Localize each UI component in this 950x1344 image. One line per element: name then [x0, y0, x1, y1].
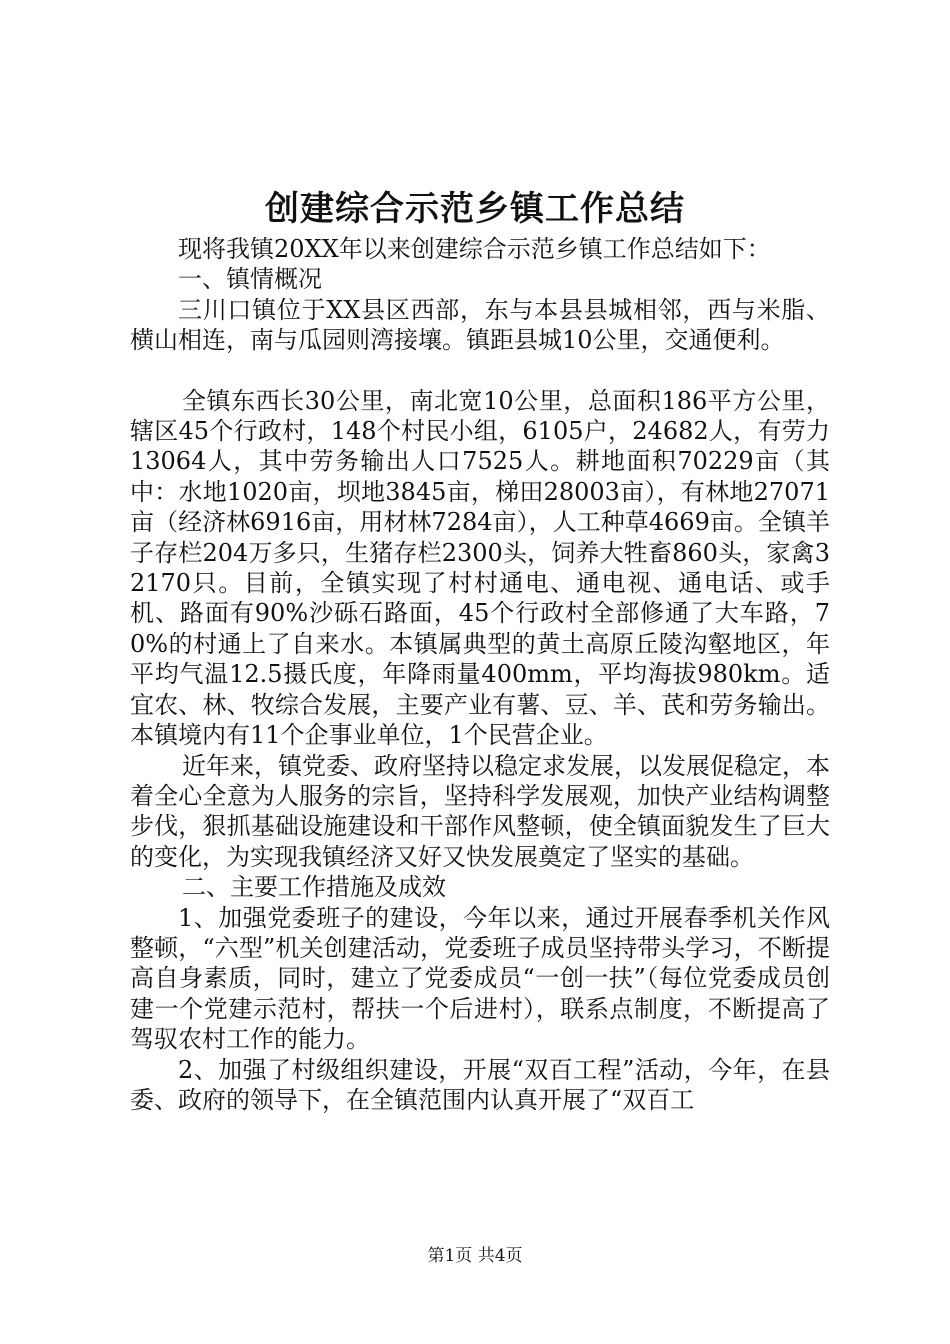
intro-paragraph: 现将我镇20XX年以来创建综合示范乡镇工作总结如下：	[178, 235, 771, 263]
paragraph-measure-1: 1、加强党委班子的建设，今年以来，通过开展春季机关作风整顿，“六型”机关创建活动，党委班子成员坚持带头学习，不断提高自身素质，同时，建立了党委成员“一创一扶”（每位党委成员创建一个党建示范村，帮扶一个后进村），联系点制度，不断提高了驾驭农村工作的能力。	[130, 903, 830, 1054]
document-body	[130, 234, 830, 1115]
paragraph-location: 三川口镇位于XX县区西部，东与本县县城相邻，西与米脂、横山相连，南与瓜园则湾接壤。镇距县城10公里，交通便利。	[130, 295, 830, 355]
section-heading-overview: 一、镇情概况	[178, 265, 322, 294]
paragraph-spacer	[130, 356, 830, 386]
document-title: 创建综合示范乡镇工作总结	[265, 189, 685, 229]
paragraph-statistics: 全镇东西长30公里，南北宽10公里，总面积186平方公里，辖区45个行政村，148个村民小组，6105户，24682人，有劳力13064人，其中劳务输出人口7525人。耕地面积70229亩（其中：水地1020亩，坝地3845亩，梯田28003亩），有林地27071亩（经济林6916亩，用材林7284亩），人工种草4669亩。全镇羊子存栏204万多只，生猪存栏2300头，饲养大牲畜860头，家禽32170只。目前，全镇实现了村村通电、通电视、通电话、或手机、路面有90%沙砾石路面，45个行政村全部修通了大车路，70%的村通上了自来水。本镇属典型的黄土高原丘陵沟壑地区，年平均气温12.5摄氏度，年降雨量400mm，平均海拔980km。适宜农、林、牧综合发展，主要产业有薯、豆、羊、芪和劳务输出。本镇境内有11个企事业单位，1个民营企业。	[130, 386, 830, 750]
section-heading-measures: 二、主要工作措施及成效	[182, 873, 446, 902]
paragraph-recent-years: 近年来，镇党委、政府坚持以稳定求发展，以发展促稳定，本着全心全意为人服务的宗旨，坚持科学发展观，加快产业结构调整步伐，狠抓基础设施建设和干部作风整顿，使全镇面貌发生了巨大的变化，为实现我镇经济又好又快发展奠定了坚实的基础。	[130, 751, 830, 871]
page-footer: 第1页 共4页	[427, 1246, 523, 1266]
paragraph-measure-2: 2、加强了村级组织建设，开展“双百工程”活动，今年，在县委、政府的领导下，在全镇范围内认真开展了“双百工	[130, 1055, 830, 1114]
